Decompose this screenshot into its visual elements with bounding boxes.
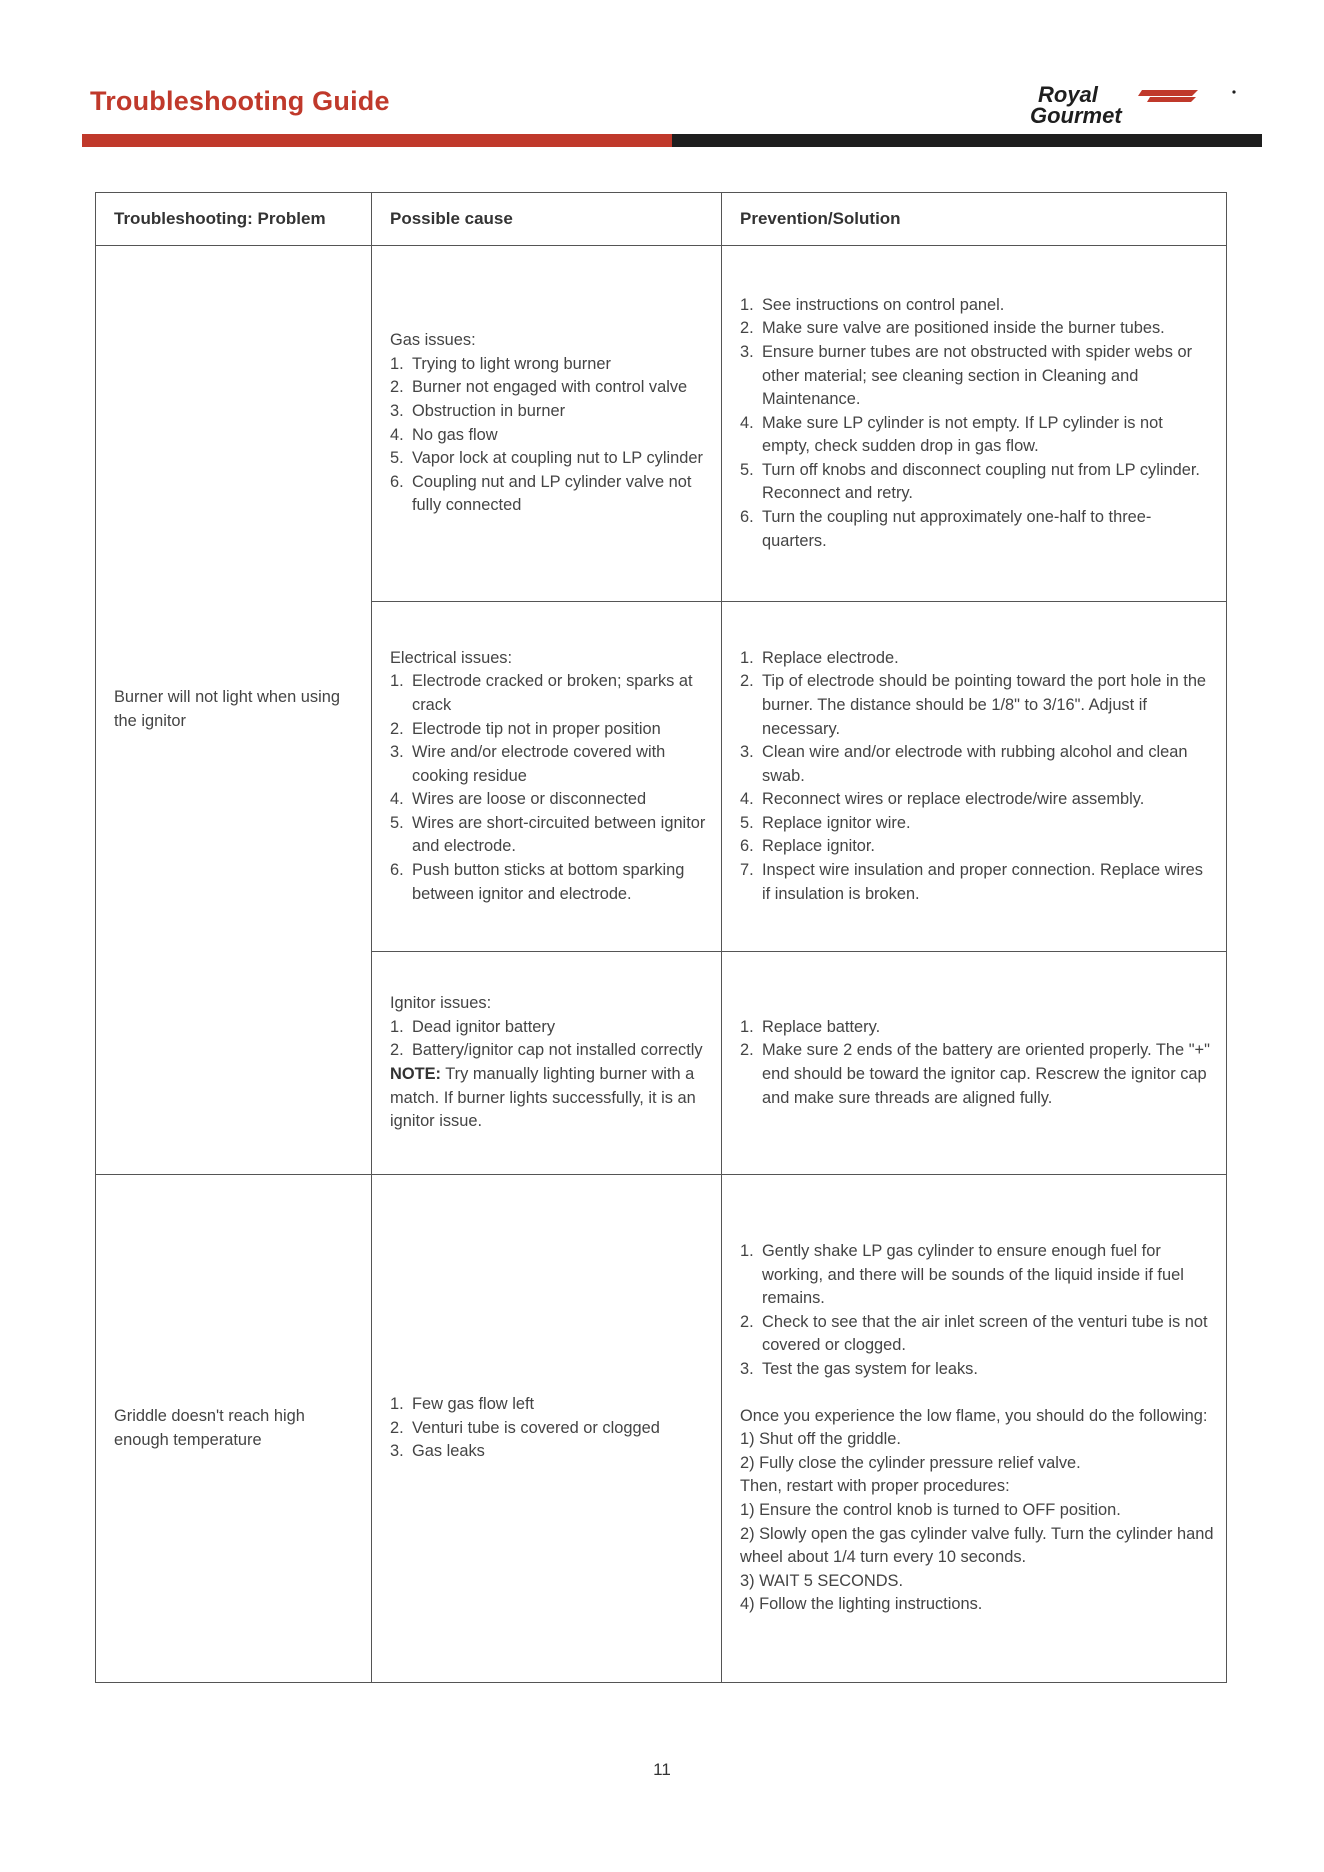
note-body: Try manually lighting burner with a match. If burner lights successfully, it is an ignitor issue. <box>390 1065 696 1131</box>
solution-list <box>740 1016 1214 1110</box>
list-item: Electrode tip not in proper position <box>412 719 661 738</box>
low-flame-step: 2) Fully close the cylinder pressure relief valve. <box>740 1453 1081 1472</box>
restart-intro: Then, restart with proper procedures: <box>740 1477 1010 1496</box>
restart-step: 3) WAIT 5 SECONDS. <box>740 1571 904 1590</box>
restart-step: 4) Follow the lighting instructions. <box>740 1595 983 1614</box>
list-item: Trying to light wrong burner <box>412 354 611 373</box>
solution-list <box>740 1240 1214 1382</box>
header-bar-dark <box>672 134 1262 147</box>
header-problem: Troubleshooting: Problem <box>96 193 372 246</box>
problem-cell: Griddle doesn't reach high enough temperature <box>96 1175 372 1683</box>
cause-cell <box>372 952 722 1175</box>
page-number: 11 <box>653 1760 671 1779</box>
note-text <box>390 1063 709 1134</box>
list-item: See instructions on control panel. <box>762 295 1005 314</box>
table-row <box>96 1175 1227 1683</box>
list-item: Vapor lock at coupling nut to LP cylinder <box>412 449 703 468</box>
list-item: Reconnect wires or replace electrode/wire assembly. <box>762 790 1145 809</box>
cause-list <box>390 1393 709 1464</box>
solution-list <box>740 647 1214 907</box>
list-item: Replace electrode. <box>762 648 899 667</box>
list-item: Turn the coupling nut approximately one-half to three-quarters. <box>762 508 1152 550</box>
list-item: Test the gas system for leaks. <box>762 1360 978 1379</box>
list-item: Turn off knobs and disconnect coupling nut from LP cylinder. Reconnect and retry. <box>762 460 1200 503</box>
table-header-row <box>96 193 1227 246</box>
list-item: Make sure 2 ends of the battery are oriented properly. The "+" end should be toward the ignitor cap. Rescrew the ignitor cap and make sure threads are aligned fully. <box>762 1041 1210 1107</box>
list-item: Check to see that the air inlet screen of the venturi tube is not covered or clogged. <box>762 1312 1208 1355</box>
logo-stripe <box>1138 90 1198 96</box>
list-item: Electrode cracked or broken; sparks at crack <box>412 672 693 714</box>
header-bar-red <box>82 134 672 147</box>
cause-lead: Gas issues: <box>390 331 476 350</box>
logo-line1: Royal <box>1038 82 1098 107</box>
solution-cell <box>722 602 1227 952</box>
list-item: Replace battery. <box>762 1017 881 1036</box>
list-item: Battery/ignitor cap not installed correctly <box>412 1041 703 1060</box>
list-item: Burner not engaged with control valve <box>412 378 688 397</box>
list-item: Coupling nut and LP cylinder valve not fully connected <box>412 472 692 515</box>
cause-cell <box>372 1175 722 1683</box>
list-item: Ensure burner tubes are not obstructed with spider webs or other material; see cleaning section in Cleaning and Maintenance. <box>762 342 1193 409</box>
list-item: Few gas flow left <box>412 1395 535 1414</box>
list-item: Replace ignitor. <box>762 837 875 856</box>
troubleshooting-table <box>95 192 1227 1683</box>
solution-list <box>740 294 1214 554</box>
solution-cell <box>722 246 1227 602</box>
list-item: Dead ignitor battery <box>412 1017 556 1036</box>
low-flame-intro: Once you experience the low flame, you should do the following: <box>740 1406 1208 1425</box>
list-item: Make sure LP cylinder is not empty. If LP cylinder is not empty, check sudden drop in gas flow. <box>762 413 1163 456</box>
header-cause: Possible cause <box>372 193 722 246</box>
cause-list <box>390 670 709 906</box>
royal-gourmet-logo <box>1030 82 1240 126</box>
page-title: Troubleshooting Guide <box>90 86 390 116</box>
list-item: Tip of electrode should be pointing toward the port hole in the burner. The distance should be 1/8" to 3/16". Adjust if necessary. <box>762 672 1207 738</box>
list-item: Wires are loose or disconnected <box>412 790 647 809</box>
restart-step: 2) Slowly open the gas cylinder valve fully. Turn the cylinder hand wheel about 1/4 turn every 10 seconds. <box>740 1524 1214 1567</box>
list-item: Inspect wire insulation and proper connection. Replace wires if insulation is broken. <box>762 861 1203 903</box>
cause-lead: Electrical issues: <box>390 648 513 667</box>
cause-list <box>390 353 709 518</box>
list-item: Clean wire and/or electrode with rubbing alcohol and clean swab. <box>762 743 1188 785</box>
list-item: Wire and/or electrode covered with cooking residue <box>412 743 666 785</box>
list-item: Obstruction in burner <box>412 401 566 420</box>
list-item: Push button sticks at bottom sparking between ignitor and electrode. <box>412 861 685 903</box>
list-item: Replace ignitor wire. <box>762 813 911 832</box>
list-item: Venturi tube is covered or clogged <box>412 1418 660 1437</box>
list-item: Gas leaks <box>412 1442 485 1461</box>
logo-line2: Gourmet <box>1030 103 1122 126</box>
list-item: Gently shake LP gas cylinder to ensure enough fuel for working, and there will be sounds of the liquid inside if fuel remains. <box>762 1242 1184 1308</box>
low-flame-step: 1) Shut off the griddle. <box>740 1430 901 1449</box>
cause-lead: Ignitor issues: <box>390 994 492 1013</box>
solution-cell <box>722 952 1227 1175</box>
table-row <box>96 246 1227 602</box>
list-item: No gas flow <box>412 425 498 444</box>
header-solution: Prevention/Solution <box>722 193 1227 246</box>
cause-cell <box>372 602 722 952</box>
list-item: Wires are short-circuited between ignitor and electrode. <box>412 813 706 856</box>
solution-cell <box>722 1175 1227 1683</box>
cause-cell <box>372 246 722 602</box>
note-label: NOTE: <box>390 1065 441 1083</box>
cause-list <box>390 1016 709 1063</box>
restart-step: 1) Ensure the control knob is turned to OFF position. <box>740 1500 1121 1519</box>
list-item: Make sure valve are positioned inside the burner tubes. <box>762 319 1165 338</box>
problem-cell: Burner will not light when using the ignitor <box>96 246 372 1175</box>
